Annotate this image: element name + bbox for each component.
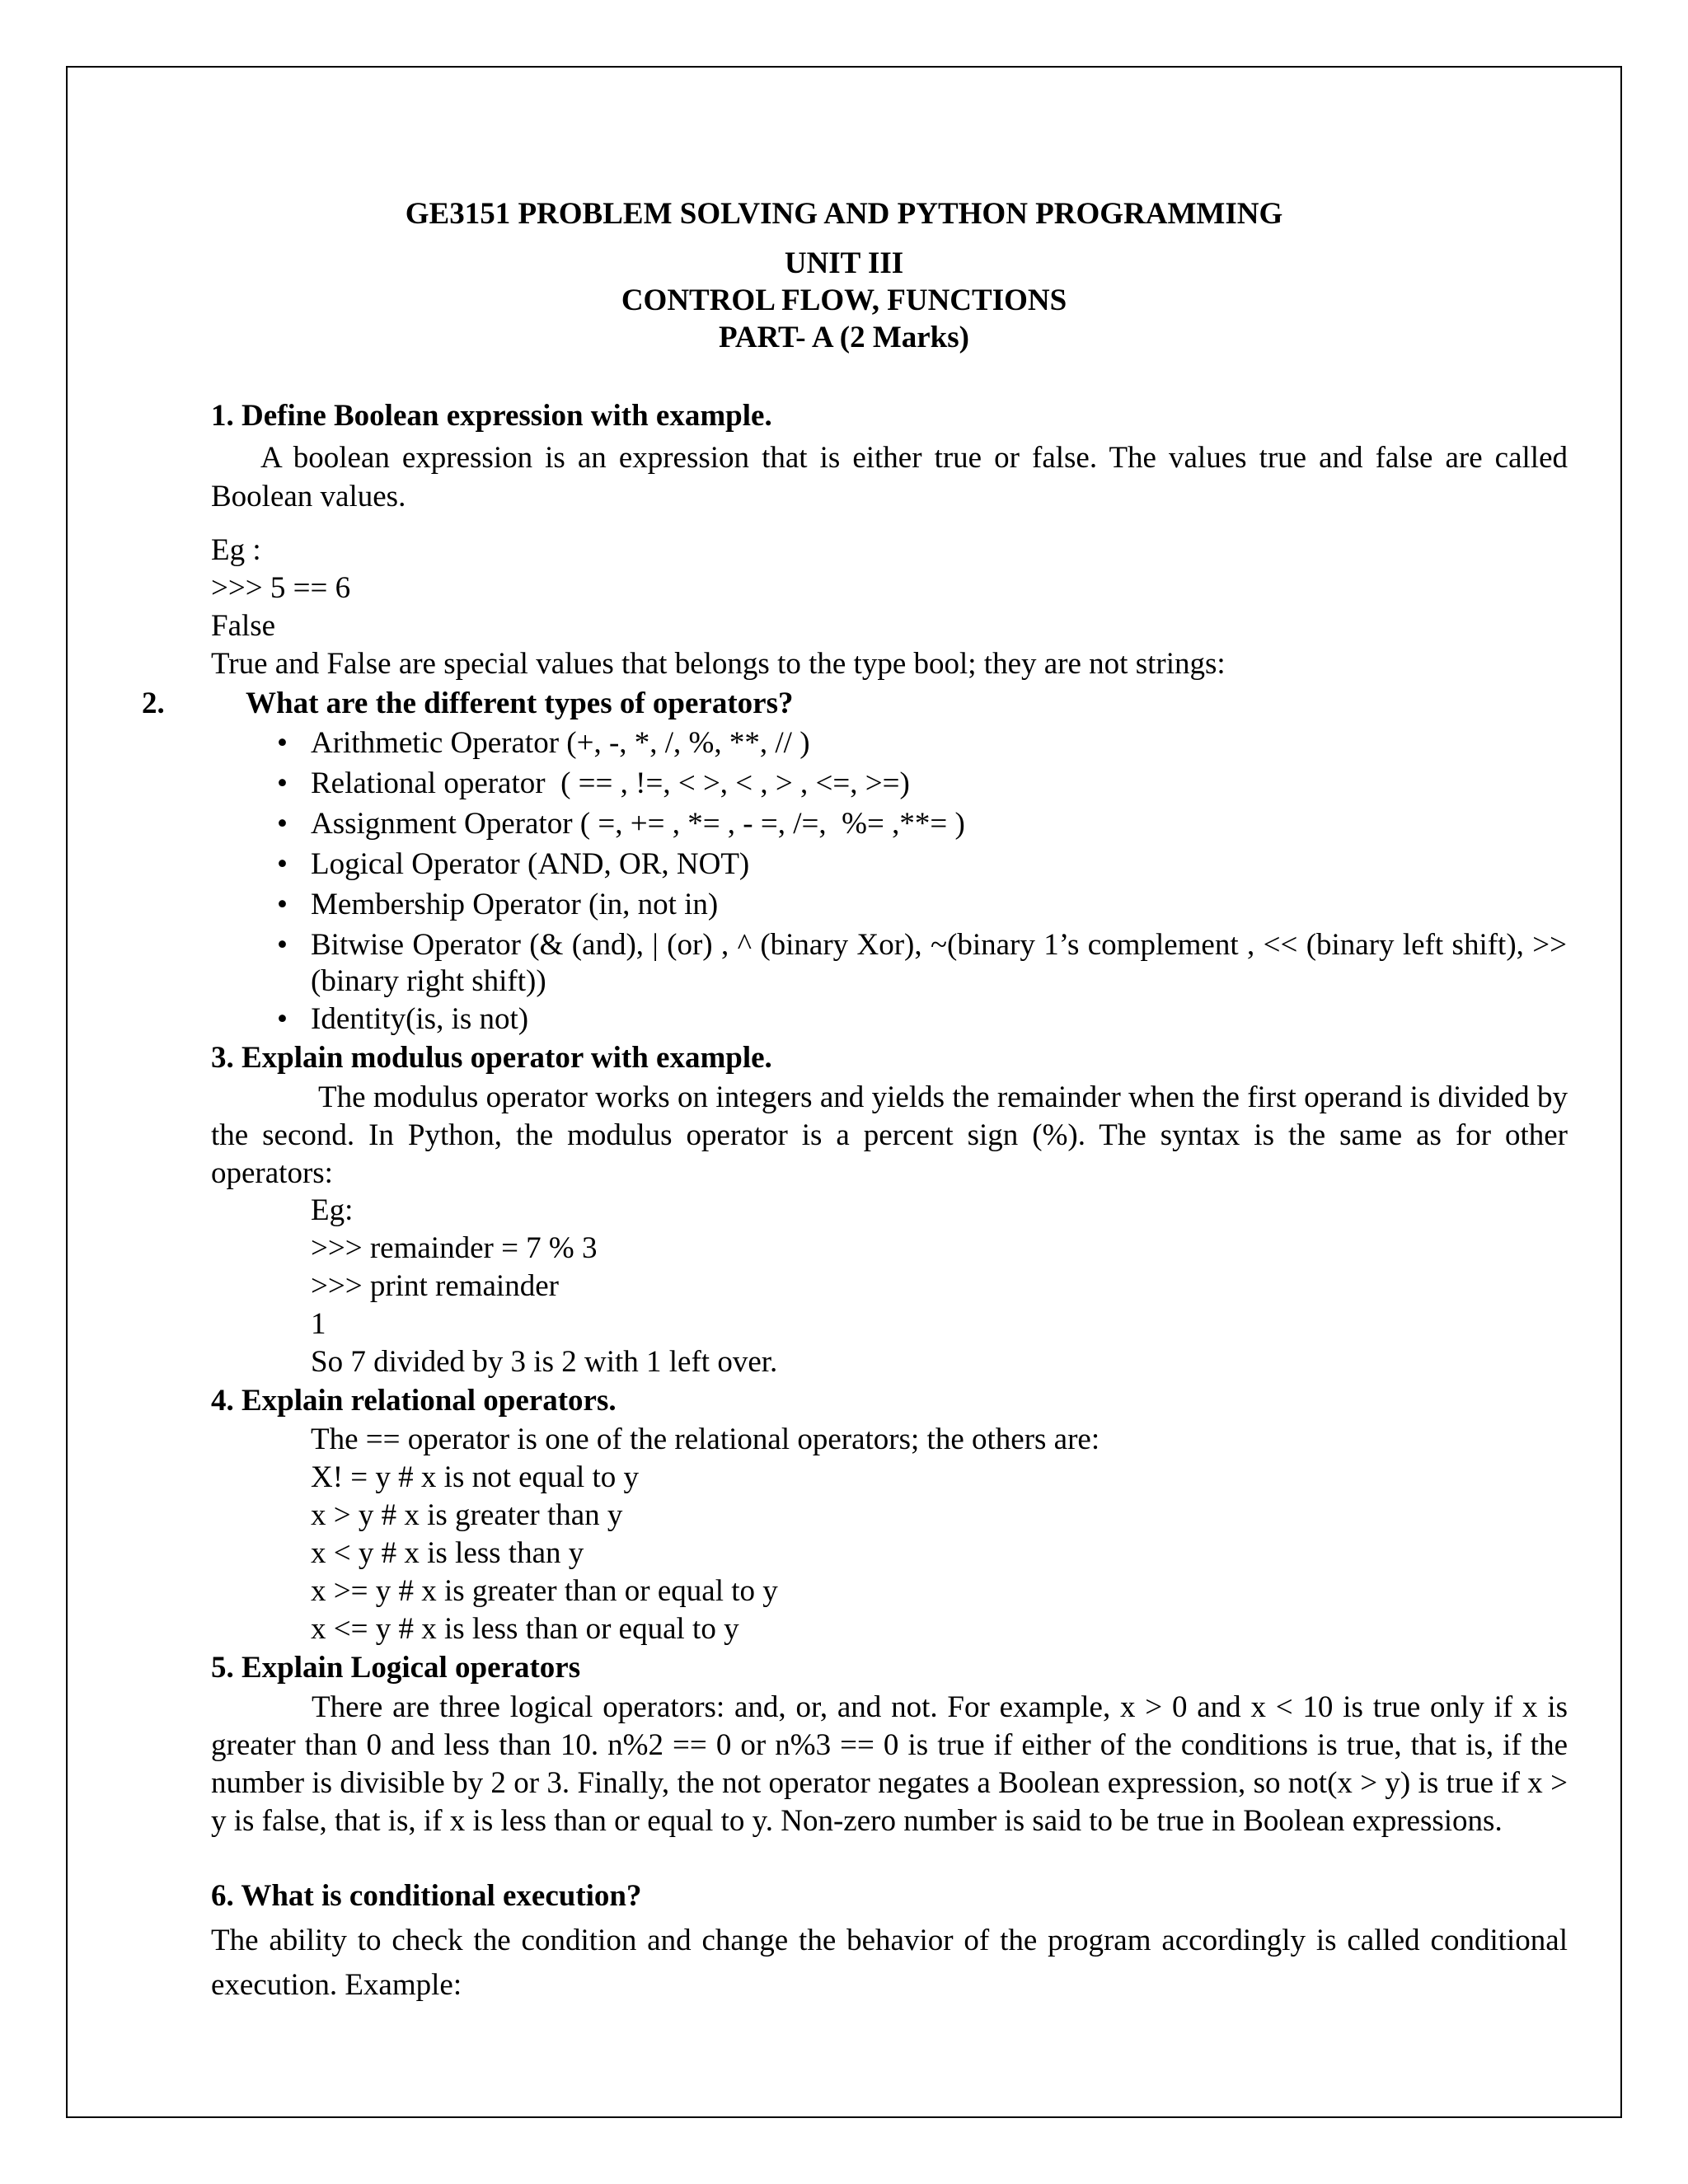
topic-heading: CONTROL FLOW, FUNCTIONS — [621, 284, 1067, 317]
q4-line-greater-equal: x >= y # x is greater than or equal to y — [311, 1574, 778, 1608]
q3-paragraph: The modulus operator works on integers and yields the remainder when the first operand is divided by the second. In Python, the modulus operator is a percent sign (%). The syntax is the same as for other operators: — [211, 1080, 1568, 1190]
q1-title: 1. Define Boolean expression with example. — [211, 399, 772, 433]
q3-title: 3. Explain modulus operator with example. — [211, 1041, 772, 1075]
q6-title: 6. What is conditional execution? — [211, 1879, 642, 1913]
q1-eg-label: Eg : — [211, 533, 261, 567]
bullet-icon: • — [277, 847, 288, 881]
q1-code: >>> 5 == 6 — [211, 571, 351, 605]
bullet-icon: • — [277, 1002, 288, 1036]
q1-paragraph: A boolean expression is an expression that is either true or false. The values true and false are called Boolean values. — [211, 441, 1568, 513]
bullet-icon: • — [277, 888, 288, 921]
q4-line-less: x < y # x is less than y — [311, 1536, 584, 1570]
part-heading: PART- A (2 Marks) — [719, 321, 969, 354]
q4-line-not-equal: X! = y # x is not equal to y — [311, 1460, 640, 1494]
q3-note: So 7 divided by 3 is 2 with 1 left over. — [311, 1345, 778, 1379]
operator-item-relational: Relational operator ( == , !=, < >, < , > , <=, >=) — [311, 766, 910, 800]
operator-item-bitwise: Bitwise Operator (& (and), | (or) , ^ (binary Xor), ~(binary 1’s complement , << (binary left shift), >> (binary right shift)) — [311, 928, 1567, 998]
operator-item-identity: Identity(is, is not) — [311, 1002, 529, 1036]
q6-paragraph: The ability to check the condition and change the behavior of the program accordingly is called conditional execution. Example: — [211, 1924, 1568, 2002]
q4-title: 4. Explain relational operators. — [211, 1384, 617, 1418]
q2-title: What are the different types of operators? — [246, 687, 794, 720]
operator-item-assignment: Assignment Operator ( =, += , *= , - =, /=, %= ,**= ) — [311, 807, 965, 841]
q4-line-less-equal: x <= y # x is less than or equal to y — [311, 1612, 739, 1646]
bullet-icon: • — [277, 726, 288, 760]
q1-note: True and False are special values that belongs to the type bool; they are not strings: — [211, 647, 1226, 681]
q3-code-2: >>> print remainder — [311, 1269, 559, 1303]
course-title: GE3151 PROBLEM SOLVING AND PYTHON PROGRAMMING — [405, 197, 1283, 231]
q4-intro: The == operator is one of the relational operators; the others are: — [311, 1422, 1100, 1456]
operator-item-logical: Logical Operator (AND, OR, NOT) — [311, 847, 750, 881]
q3-output: 1 — [311, 1307, 326, 1341]
bullet-icon: • — [277, 766, 288, 800]
q2-number: 2. — [142, 687, 165, 720]
bullet-icon: • — [277, 807, 288, 841]
bullet-icon: • — [277, 928, 288, 962]
operator-item-membership: Membership Operator (in, not in) — [311, 888, 719, 921]
q3-eg-label: Eg: — [311, 1193, 354, 1227]
q4-line-greater: x > y # x is greater than y — [311, 1498, 623, 1532]
q3-code-1: >>> remainder = 7 % 3 — [311, 1231, 598, 1265]
q5-paragraph: There are three logical operators: and, or, and not. For example, x > 0 and x < 10 is true only if x is greater than 0 and less than 10. n%2 == 0 or n%3 == 0 is true if either of the conditions is true, that is, if the number is divisible by 2 or 3. Finally, the not operator negates a Boolean expression, so not(x > y) is true if x > y is false, that is, if x is less than or equal to y. Non-zero number is said to be true in Boolean expressions. — [211, 1690, 1568, 1838]
operator-item-arithmetic: Arithmetic Operator (+, -, *, /, %, **, // ) — [311, 726, 810, 760]
q1-output: False — [211, 609, 276, 643]
unit-heading: UNIT III — [784, 246, 904, 280]
q5-title: 5. Explain Logical operators — [211, 1651, 581, 1685]
